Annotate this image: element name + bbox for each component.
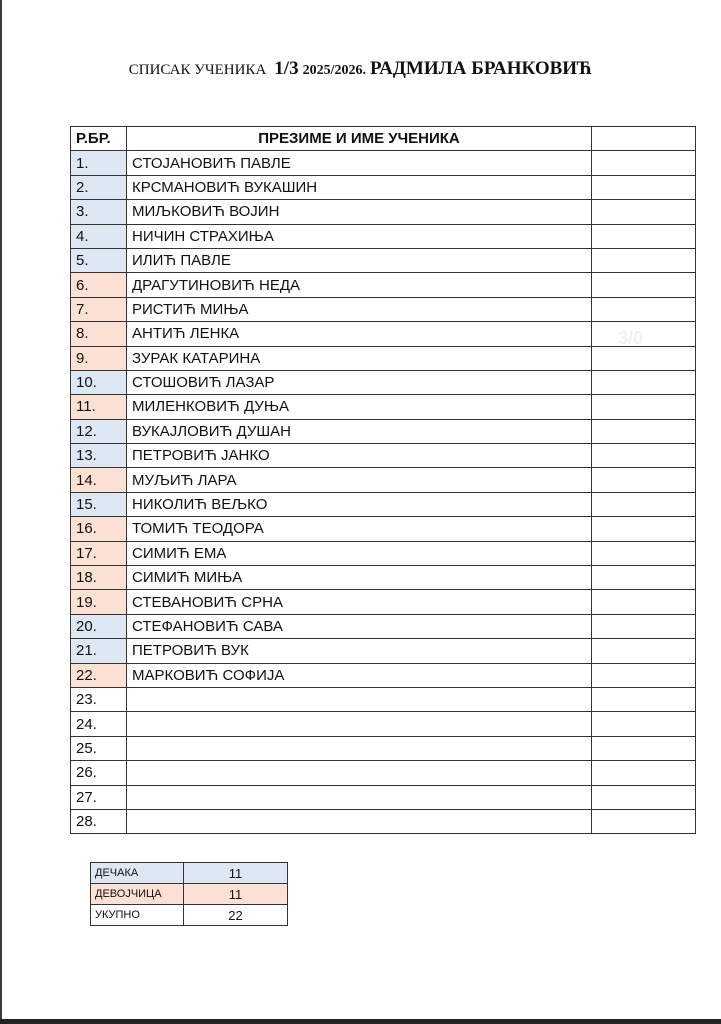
extra-cell (592, 687, 696, 711)
extra-cell (592, 297, 696, 321)
summary-row (91, 905, 288, 926)
watermark: 3/0 (618, 328, 644, 348)
table-row (71, 224, 696, 248)
extra-cell (592, 639, 696, 663)
extra-cell (592, 175, 696, 199)
page-title (0, 58, 721, 80)
summary-row (91, 884, 288, 905)
row-number: 27. (71, 785, 127, 809)
student-name: СТЕФАНОВИЋ САВА (127, 614, 592, 638)
row-number: 14. (71, 468, 127, 492)
student-name: ЗУРАК КАТАРИНА (127, 346, 592, 370)
row-number: 28. (71, 809, 127, 833)
summary-table (90, 862, 288, 926)
summary-table-body (91, 863, 288, 926)
row-number: 25. (71, 736, 127, 760)
summary-row (91, 863, 288, 884)
student-name: ВУКАЈЛОВИЋ ДУШАН (127, 419, 592, 443)
row-number: 13. (71, 444, 127, 468)
summary-label: ДЕЧАКА (91, 863, 184, 884)
row-number: 4. (71, 224, 127, 248)
student-name (127, 687, 592, 711)
row-number: 8. (71, 322, 127, 346)
student-name: КРСМАНОВИЋ ВУКАШИН (127, 175, 592, 199)
table-row (71, 541, 696, 565)
row-number: 11. (71, 395, 127, 419)
table-row (71, 663, 696, 687)
student-name: АНТИЋ ЛЕНКА (127, 322, 592, 346)
student-name: МАРКОВИЋ СОФИЈА (127, 663, 592, 687)
row-number: 19. (71, 590, 127, 614)
row-number: 18. (71, 566, 127, 590)
extra-cell (592, 444, 696, 468)
summary-value: 11 (184, 884, 288, 905)
student-name: НИЧИН СТРАХИЊА (127, 224, 592, 248)
extra-cell (592, 590, 696, 614)
table-row (71, 809, 696, 833)
row-number: 3. (71, 200, 127, 224)
student-name: МИЉКОВИЋ ВОЈИН (127, 200, 592, 224)
student-name: МУЉИЋ ЛАРА (127, 468, 592, 492)
student-name (127, 785, 592, 809)
student-name (127, 761, 592, 785)
table-row (71, 444, 696, 468)
extra-cell (592, 273, 696, 297)
table-row (71, 736, 696, 760)
table-row (71, 322, 696, 346)
table-row (71, 419, 696, 443)
table-row (71, 687, 696, 711)
row-number: 2. (71, 175, 127, 199)
student-name: СТОШОВИЋ ЛАЗАР (127, 370, 592, 394)
row-number: 17. (71, 541, 127, 565)
row-number: 10. (71, 370, 127, 394)
table-row (71, 175, 696, 199)
title-prefix: СПИСАК УЧЕНИКА (128, 62, 267, 78)
table-row (71, 492, 696, 516)
page-edge (0, 0, 2, 1024)
table-row (71, 639, 696, 663)
row-number: 5. (71, 248, 127, 272)
student-name (127, 736, 592, 760)
extra-cell (592, 614, 696, 638)
extra-cell (592, 224, 696, 248)
table-row (71, 712, 696, 736)
row-number: 6. (71, 273, 127, 297)
table-row (71, 273, 696, 297)
summary-label: ДЕВОЈЧИЦА (91, 884, 184, 905)
table-row (71, 468, 696, 492)
student-name: НИКОЛИЋ ВЕЉКО (127, 492, 592, 516)
student-table (70, 126, 696, 834)
student-name: СИМИЋ МИЊА (127, 566, 592, 590)
table-row (71, 566, 696, 590)
table-row (71, 151, 696, 175)
row-number: 1. (71, 151, 127, 175)
extra-cell (592, 322, 696, 346)
header-number: Р.БР. (71, 127, 127, 151)
extra-cell (592, 809, 696, 833)
student-name: ПЕТРОВИЋ ЈАНКО (127, 444, 592, 468)
table-row (71, 200, 696, 224)
table-row (71, 395, 696, 419)
student-name: РИСТИЋ МИЊА (127, 297, 592, 321)
row-number: 23. (71, 687, 127, 711)
extra-cell (592, 248, 696, 272)
header-name: ПРЕЗИМЕ И ИМЕ УЧЕНИКА (127, 127, 592, 151)
summary-value: 22 (184, 905, 288, 926)
table-row (71, 517, 696, 541)
extra-cell (592, 151, 696, 175)
student-name: СТЕВАНОВИЋ СРНА (127, 590, 592, 614)
extra-cell (592, 395, 696, 419)
table-row (71, 614, 696, 638)
extra-cell (592, 468, 696, 492)
row-number: 12. (71, 419, 127, 443)
student-name: ТОМИЋ ТЕОДОРА (127, 517, 592, 541)
page-bottom-edge (0, 1019, 721, 1024)
student-name: ИЛИЋ ПАВЛЕ (127, 248, 592, 272)
row-number: 26. (71, 761, 127, 785)
table-row (71, 761, 696, 785)
summary-value: 11 (184, 863, 288, 884)
extra-cell (592, 663, 696, 687)
row-number: 16. (71, 517, 127, 541)
table-row (71, 590, 696, 614)
student-name: МИЛЕНКОВИЋ ДУЊА (127, 395, 592, 419)
header-extra (592, 127, 696, 151)
row-number: 21. (71, 639, 127, 663)
extra-cell (592, 419, 696, 443)
extra-cell (592, 200, 696, 224)
table-row (71, 370, 696, 394)
row-number: 15. (71, 492, 127, 516)
extra-cell (592, 785, 696, 809)
row-number: 7. (71, 297, 127, 321)
extra-cell (592, 566, 696, 590)
student-table-body (71, 151, 696, 834)
title-teacher: РАДМИЛА БРАНКОВИЋ (369, 58, 593, 79)
row-number: 20. (71, 614, 127, 638)
extra-cell (592, 541, 696, 565)
student-name: ДРАГУТИНОВИЋ НЕДА (127, 273, 592, 297)
extra-cell (592, 346, 696, 370)
extra-cell (592, 761, 696, 785)
title-year: 2025/2026. (302, 63, 366, 78)
extra-cell (592, 492, 696, 516)
table-header-row (71, 127, 696, 151)
student-name: СТОЈАНОВИЋ ПАВЛЕ (127, 151, 592, 175)
student-name: СИМИЋ ЕМА (127, 541, 592, 565)
row-number: 22. (71, 663, 127, 687)
extra-cell (592, 712, 696, 736)
extra-cell (592, 370, 696, 394)
title-class: 1/3 (274, 58, 299, 79)
extra-cell (592, 517, 696, 541)
student-name (127, 712, 592, 736)
student-name: ПЕТРОВИЋ ВУК (127, 639, 592, 663)
row-number: 9. (71, 346, 127, 370)
row-number: 24. (71, 712, 127, 736)
table-row (71, 248, 696, 272)
table-row (71, 297, 696, 321)
summary-label: УКУПНО (91, 905, 184, 926)
table-row (71, 346, 696, 370)
table-row (71, 785, 696, 809)
extra-cell (592, 736, 696, 760)
student-name (127, 809, 592, 833)
